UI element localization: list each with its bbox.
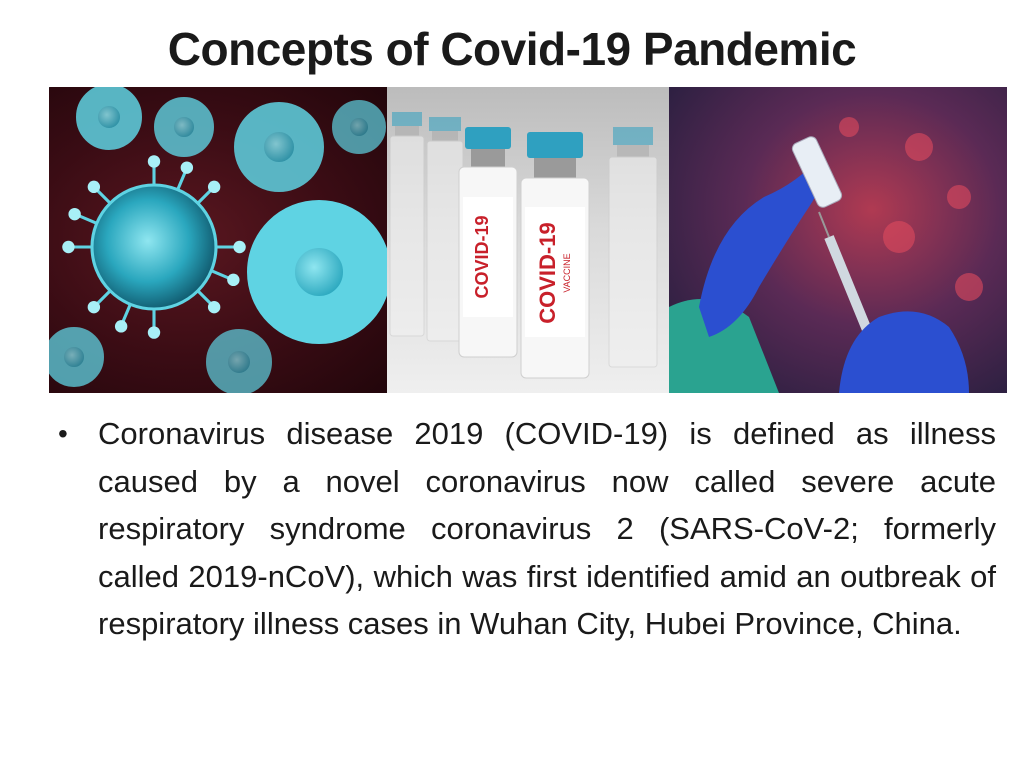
vial-sublabel: VACCINE xyxy=(562,253,572,293)
vaccine-vial-icon xyxy=(387,87,669,393)
vial-label-2: COVID-19 xyxy=(535,222,560,324)
vaccine-vials-image xyxy=(387,87,669,393)
bullet-item xyxy=(58,410,996,648)
syringe-image xyxy=(669,87,1007,393)
syringe-hands-icon xyxy=(669,87,1007,393)
image-banner xyxy=(49,87,1007,393)
virus-particles-icon xyxy=(49,87,387,393)
vial-label: COVID-19 xyxy=(472,215,492,299)
slide-title: Concepts of Covid-19 Pandemic xyxy=(167,23,857,75)
virus-image xyxy=(49,87,387,393)
content-area xyxy=(58,410,996,648)
bullet-marker: • xyxy=(58,418,68,449)
bullet-text: Coronavirus disease 2019 (COVID-19) is defined as illness caused by a novel coronavirus now called severe acute respiratory syndrome coronavirus 2 (SARS-CoV-2; formerly called 2019-nCoV), which was first identified amid an outbreak of respiratory illness cases in Wuhan City, Hubei Province, China. xyxy=(98,416,996,641)
